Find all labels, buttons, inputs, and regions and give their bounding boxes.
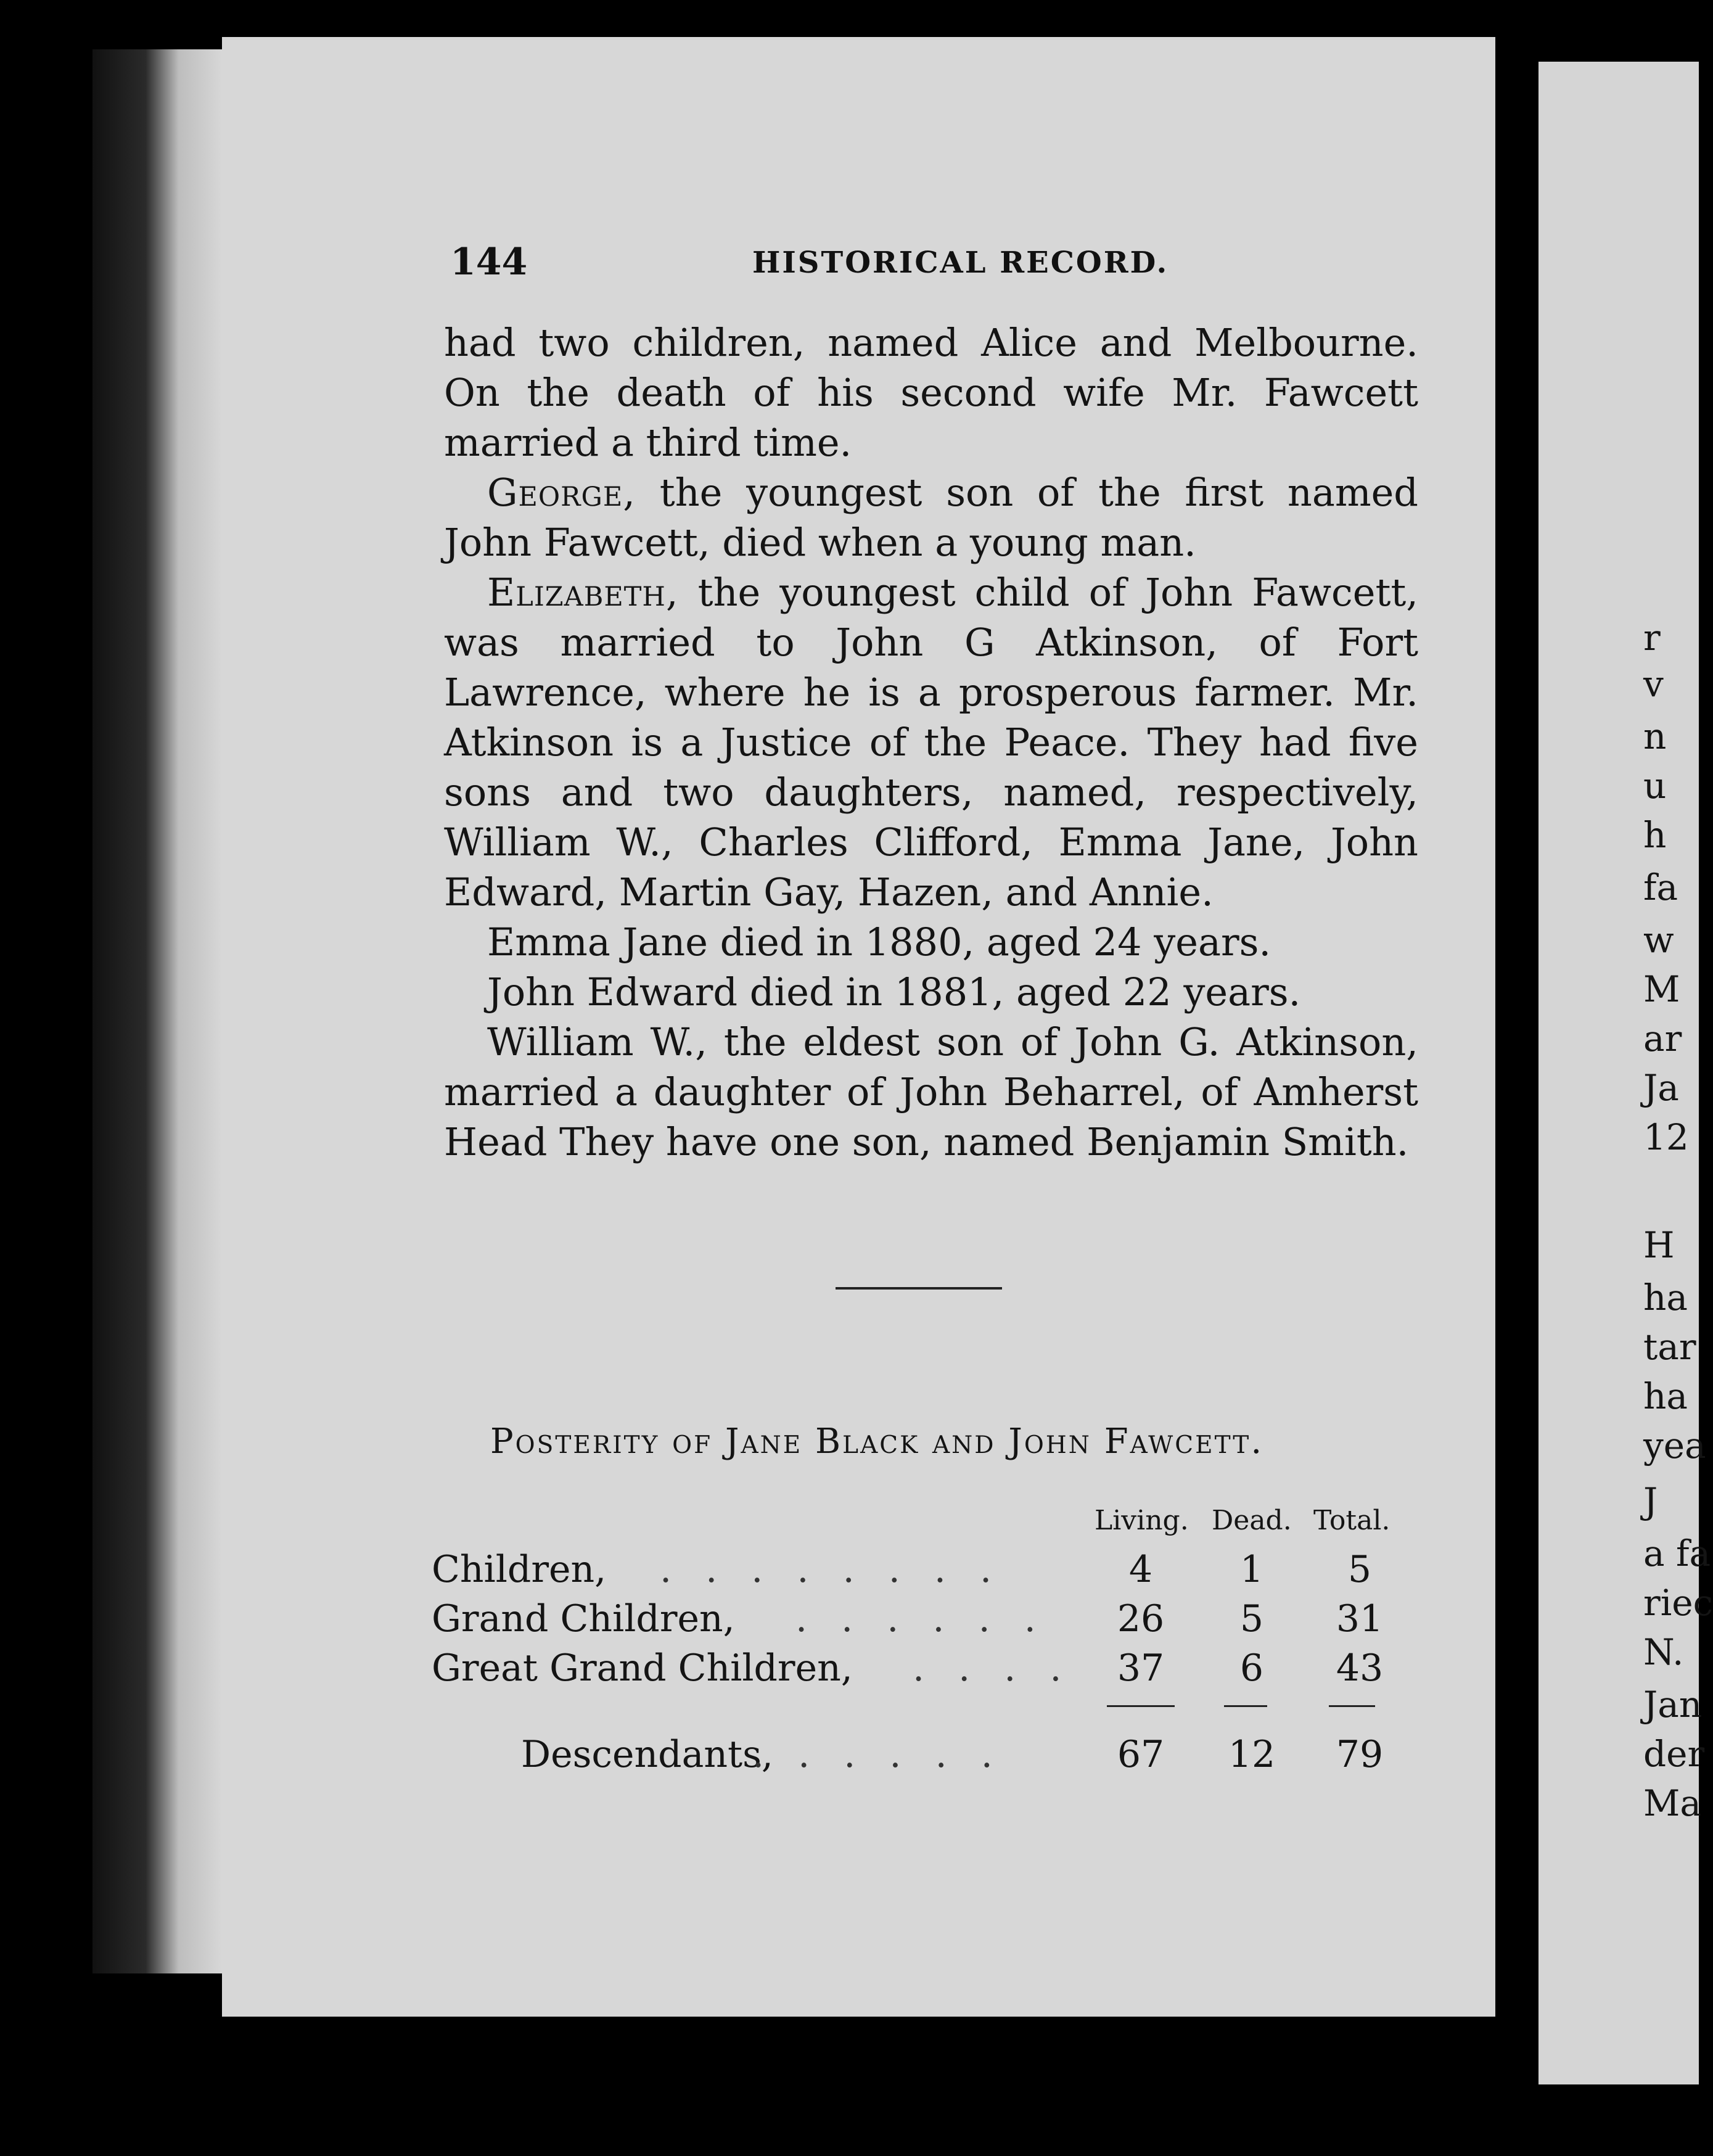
paragraph-john-edward: John Edward died in 1881, aged 22 years. (487, 969, 1301, 1014)
facing-page-fragment: r (1643, 617, 1661, 659)
facing-page-fragment: riec (1643, 1582, 1713, 1624)
paragraph-william: William W., the eldest son of John G. Atkinson, married a daughter of John Beharrel, of Amherst Head They have one son, named Benjamin Smith. (444, 1019, 1418, 1164)
facing-page-fragment: w (1643, 919, 1674, 961)
paragraph-george: George, the youngest son of the first named John Fawcett, died when a young man. (444, 470, 1418, 565)
facing-page-fragment: v (1643, 663, 1664, 705)
facing-page-fragment: tar (1643, 1326, 1696, 1368)
facing-page-fragment: ha (1643, 1277, 1688, 1319)
table-row: Children, . . . . . . . . 4 1 5 (432, 1548, 1372, 1591)
facing-page-fragment: u (1643, 765, 1667, 807)
facing-page-fragment: Ja (1643, 1067, 1679, 1109)
paragraph-elizabeth: Elizabeth, the youngest child of John Fawcett, was married to John G Atkinson, of Fort Lawrence, where he is a prosperous farmer. Mr. Atkinson is a Justice of the Peace. They had five sons and two daughters, named, respectively, William W., Charles Clifford, Emma Jane, John Edward, Martin Gay, Hazen, and Annie. (444, 570, 1418, 915)
facing-page-fragment: ha (1643, 1375, 1688, 1417)
facing-page-fragment: Jan (1643, 1684, 1703, 1726)
facing-page-fragment: J (1643, 1480, 1658, 1522)
facing-page-fragment: Ma (1643, 1782, 1701, 1824)
column-header-dead: Dead. (1212, 1505, 1292, 1536)
page-header (419, 241, 1431, 296)
section-divider (836, 1287, 1002, 1290)
facing-page (1538, 62, 1713, 2084)
facing-page-fragment: H (1643, 1224, 1675, 1266)
table-row: Great Grand Children, . . . . 37 6 43 (432, 1647, 1384, 1690)
facing-page-fragment: N. (1643, 1631, 1684, 1673)
table-row: Grand Children, . . . . . . 26 5 31 (432, 1597, 1384, 1640)
facing-page-fragment: h (1643, 814, 1667, 856)
facing-page-fragment: n (1643, 715, 1667, 757)
facing-page-fragment: fa (1643, 866, 1678, 908)
paragraph-1: had two children, named Alice and Melbourne. On the death of his second wife Mr. Fawcett married a third time. (444, 320, 1418, 465)
running-title: HISTORICAL RECORD. (752, 245, 1169, 280)
table-title: Posterity of Jane Black and John Fawcett. (490, 1422, 1264, 1462)
facing-page-fragment: 12 (1643, 1116, 1689, 1158)
name-lead: Elizabeth, (487, 570, 679, 615)
sum-rules (432, 1705, 1418, 1708)
facing-page-fragment: M (1643, 968, 1680, 1010)
name-lead: George, (487, 470, 636, 515)
column-header-total: Total. (1313, 1505, 1391, 1536)
facing-page-fragment: ar (1643, 1018, 1682, 1059)
facing-page-fragment: a fa (1643, 1533, 1711, 1574)
facing-page-fragment: yea (1643, 1425, 1706, 1467)
table-summary-row: Descendants, . . . . . . 67 12 79 (521, 1733, 1384, 1776)
column-header-living: Living. (1095, 1505, 1189, 1536)
page-gutter (1495, 37, 1542, 2047)
page-number: 144 (450, 241, 528, 284)
book-spine (92, 49, 225, 1973)
paragraph-emma: Emma Jane died in 1880, aged 24 years. (487, 920, 1271, 965)
facing-page-fragment: der (1643, 1733, 1705, 1775)
body-text (444, 318, 1418, 1167)
